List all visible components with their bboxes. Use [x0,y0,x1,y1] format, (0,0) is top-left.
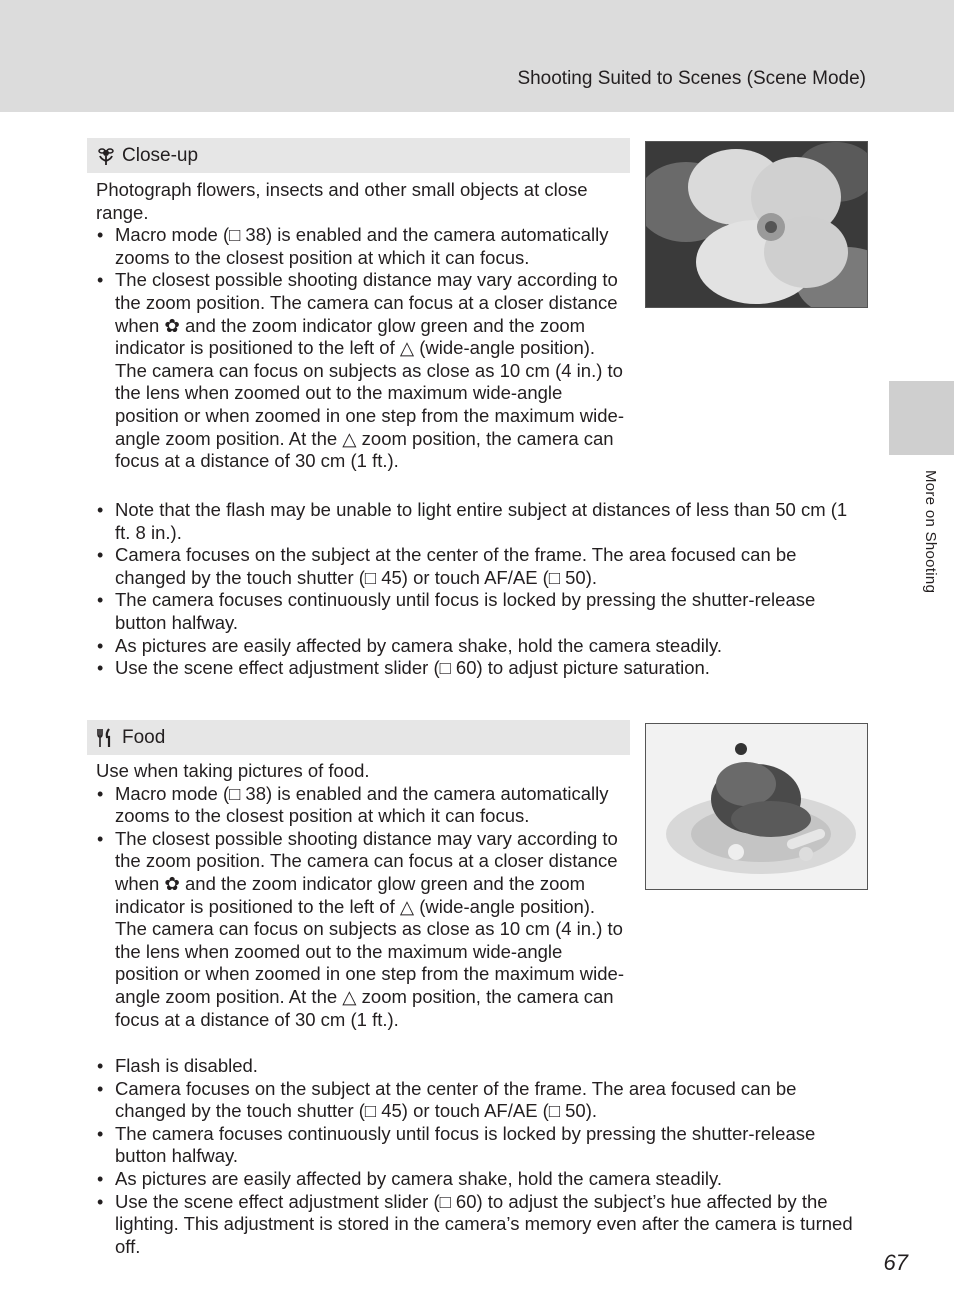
closeup-text-narrow [96,179,626,473]
closeup-bullet: • Camera focuses on the subject at the center of the frame. The area focused can be changed by the touch shutter (□ 45) or touch AF/AE (□ 50). [96,544,856,589]
closeup-bullet: • Note that the flash may be unable to light entire subject at distances of less than 50 cm (1 ft. 8 in.). [96,499,856,544]
food-photo [645,723,868,890]
food-heading-bar [87,720,630,755]
closeup-bullet: • Use the scene effect adjustment slider (□ 60) to adjust picture saturation. [96,657,856,680]
page-header [0,0,954,112]
closeup-bullet: • The closest possible shooting distance may vary according to the zoom position. The camera can focus at a closer distance when ✿ and the zoom indicator glow green and the zoom indicator is positioned to the left of △ (wide-angle position). The camera can focus on subjects as close as 10 cm (4 in.) to the lens when zoomed out to the maximum wide-angle position or when zoomed in one step from the maximum wide-angle zoom position. At the △ zoom position, the camera can focus at a distance of 30 cm (1 ft.). [96,269,626,472]
closeup-heading-bar [87,138,630,173]
side-tab [889,381,954,455]
header-title: Shooting Suited to Scenes (Scene Mode) [517,68,866,89]
food-text-wide [96,1055,856,1258]
food-bullet: • The camera focuses continuously until focus is locked by pressing the shutter-release button halfway. [96,1123,856,1168]
closeup-photo [645,141,868,308]
food-heading: Food [122,726,166,748]
closeup-bullet: • Macro mode (□ 38) is enabled and the camera automatically zooms to the closest position at which it can focus. [96,224,626,269]
closeup-heading: Close-up [122,144,199,166]
closeup-intro: Photograph flowers, insects and other small objects at close range. [96,179,588,223]
food-bullet: • Use the scene effect adjustment slider (□ 60) to adjust the subject’s hue affected by the lighting. This adjustment is stored in the camera’s memory even after the camera is turned off. [96,1191,856,1259]
food-bullet: • As pictures are easily affected by camera shake, hold the camera steadily. [96,1168,856,1191]
closeup-bullet: • The camera focuses continuously until focus is locked by pressing the shutter-release button halfway. [96,589,856,634]
flower-icon [95,145,117,167]
food-intro: Use when taking pictures of food. [96,760,370,781]
fork-knife-icon [95,727,117,749]
food-bullet: • The closest possible shooting distance may vary according to the zoom position. The camera can focus at a closer distance when ✿ and the zoom indicator glow green and the zoom indicator is positioned to the left of △ (wide-angle position). The camera can focus on subjects as close as 10 cm (4 in.) to the lens when zoomed out to the maximum wide-angle position or when zoomed in one step from the maximum wide-angle zoom position. At the △ zoom position, the camera can focus at a distance of 30 cm (1 ft.). [96,828,626,1031]
closeup-bullet: • As pictures are easily affected by camera shake, hold the camera steadily. [96,635,856,658]
side-tab-label: More on Shooting [922,470,939,594]
food-bullet: • Camera focuses on the subject at the center of the frame. The area focused can be changed by the touch shutter (□ 45) or touch AF/AE (□ 50). [96,1078,856,1123]
food-bullet: • Macro mode (□ 38) is enabled and the camera automatically zooms to the closest position at which it can focus. [96,783,626,828]
food-text-narrow [96,760,626,1031]
page-number: 67 [883,1250,908,1275]
closeup-text-wide [96,499,856,680]
food-bullet: • Flash is disabled. [96,1055,856,1078]
